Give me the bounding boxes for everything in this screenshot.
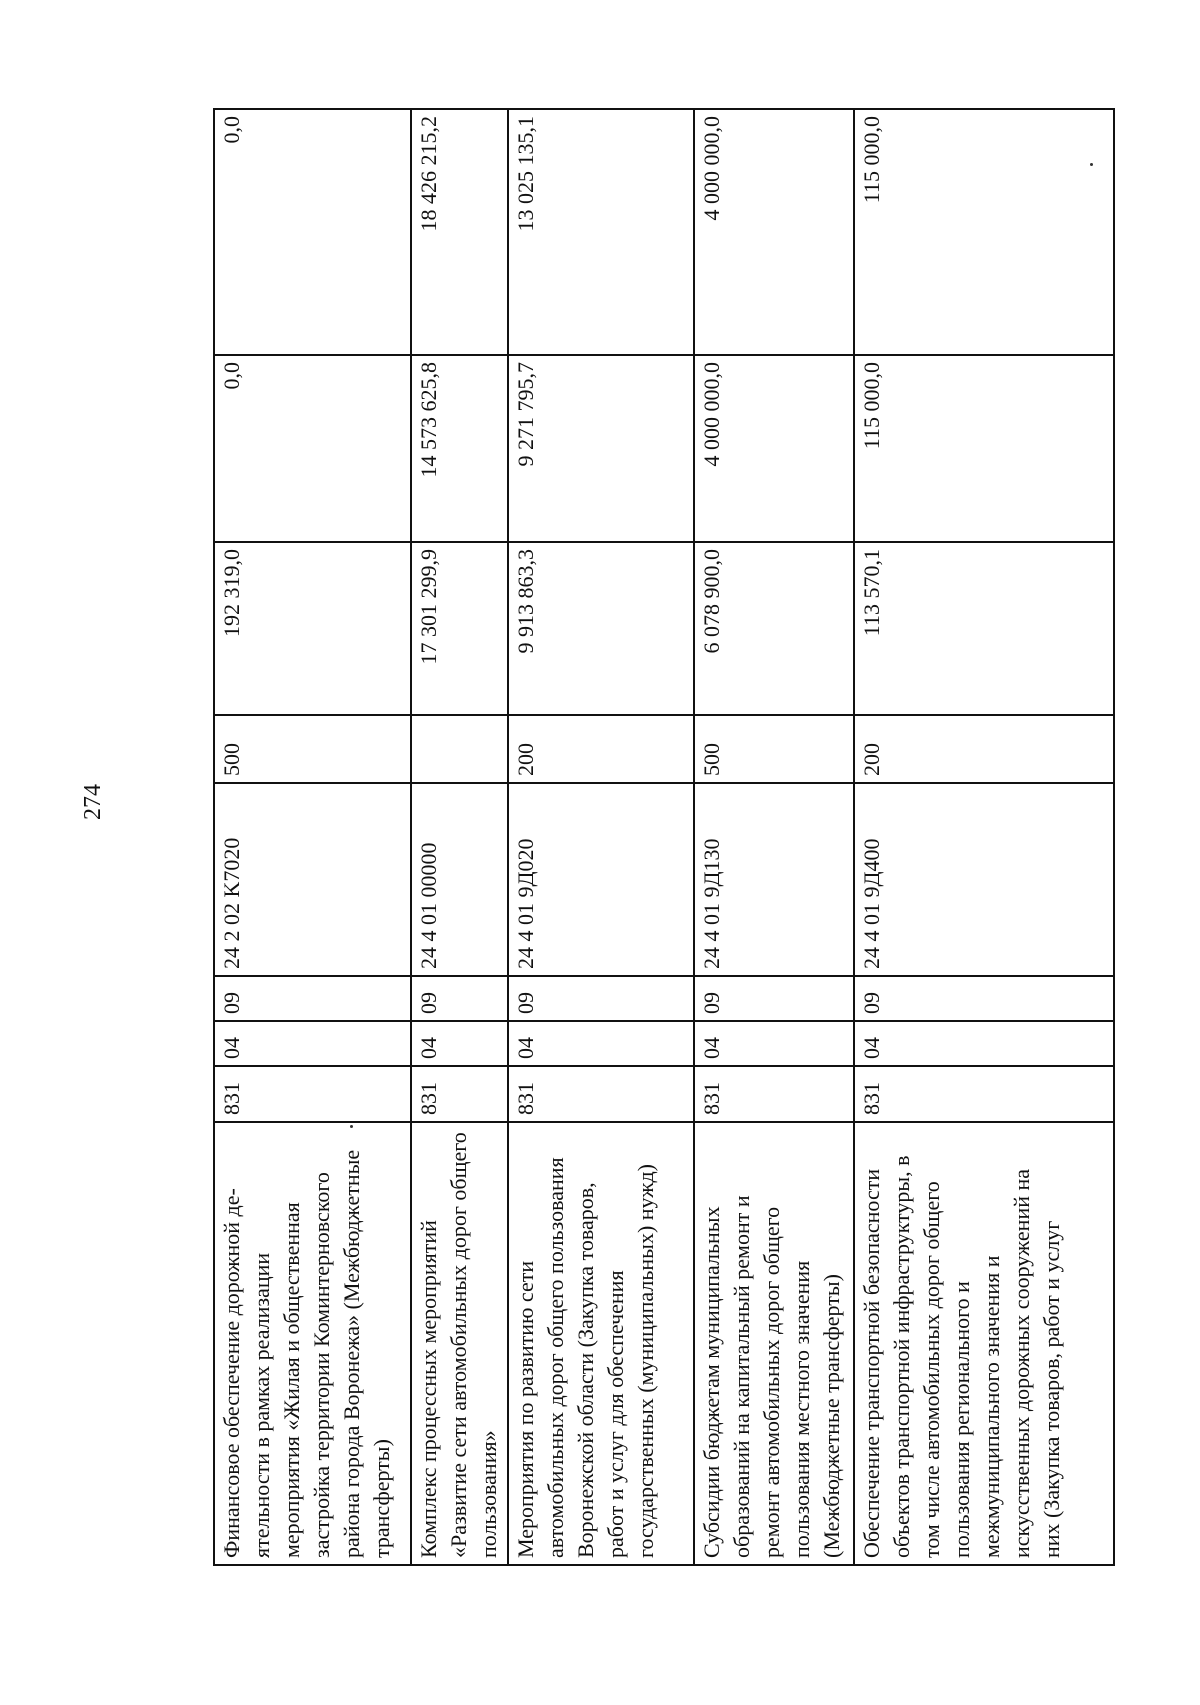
- amount-year-3: 115 000,0: [854, 109, 1114, 355]
- table-row: [411, 109, 508, 1565]
- grbs-code: 831: [854, 1066, 1114, 1122]
- section-code: 04: [214, 1021, 411, 1066]
- amount-year-3: 13 025 135,1: [508, 109, 694, 355]
- table-row: [508, 109, 694, 1565]
- amount-year-2: 9 271 795,7: [508, 355, 694, 542]
- grbs-code: 831: [694, 1066, 854, 1122]
- amount-year-3: 0,0: [214, 109, 411, 355]
- expense-type-code: 200: [508, 715, 694, 783]
- grbs-code: 831: [214, 1066, 411, 1122]
- amount-year-1: 6 078 900,0: [694, 542, 854, 715]
- table-row: [694, 109, 854, 1565]
- budget-table: [213, 108, 1115, 1566]
- target-article-code: 24 2 02 K7020: [214, 783, 411, 976]
- amount-year-2: 0,0: [214, 355, 411, 542]
- amount-year-2: 14 573 625,8: [411, 355, 508, 542]
- expense-type-code: 200: [854, 715, 1114, 783]
- grbs-code: 831: [411, 1066, 508, 1122]
- scan-speck: [350, 1125, 353, 1128]
- expense-type-code: [411, 715, 508, 783]
- row-name: Субсидии бюджетам муниципальных образований на капитальный ремонт и ремонт автомобильных дорог общего пользования местного значения (Межбюджетные трансферты): [694, 1122, 854, 1565]
- amount-year-2: 4 000 000,0: [694, 355, 854, 542]
- section-code: 04: [508, 1021, 694, 1066]
- table-row: [854, 109, 1114, 1565]
- amount-year-1: 113 570,1: [854, 542, 1114, 715]
- section-code: 04: [411, 1021, 508, 1066]
- subsection-code: 09: [854, 976, 1114, 1021]
- subsection-code: 09: [214, 976, 411, 1021]
- subsection-code: 09: [411, 976, 508, 1021]
- amount-year-3: 4 000 000,0: [694, 109, 854, 355]
- grbs-code: 831: [508, 1066, 694, 1122]
- target-article-code: 24 4 01 9Д400: [854, 783, 1114, 976]
- row-name: Мероприятия по развитию сети автомобильных дорог общего пользования Воронежской области (Закупка товаров, работ и услуг для обеспечения государственных (муниципальных) нужд): [508, 1122, 694, 1565]
- target-article-code: 24 4 01 9Д130: [694, 783, 854, 976]
- amount-year-1: 9 913 863,3: [508, 542, 694, 715]
- scan-speck: [1090, 163, 1093, 166]
- subsection-code: 09: [508, 976, 694, 1021]
- target-article-code: 24 4 01 00000: [411, 783, 508, 976]
- amount-year-3: 18 426 215,2: [411, 109, 508, 355]
- row-name: Комплекс процессных мероприятий «Развитие сети автомобильных дорог общего пользования»: [411, 1122, 508, 1565]
- target-article-code: 24 4 01 9Д020: [508, 783, 694, 976]
- expense-type-code: 500: [694, 715, 854, 783]
- expense-type-code: 500: [214, 715, 411, 783]
- amount-year-1: 192 319,0: [214, 542, 411, 715]
- budget-table-rotated: [213, 110, 1113, 1566]
- section-code: 04: [854, 1021, 1114, 1066]
- amount-year-1: 17 301 299,9: [411, 542, 508, 715]
- row-name: Обеспечение транспортной безопасности объектов транспортной инфраструктуры, в том числе автомобильных дорог общего пользования регионального и межмуниципального значения и искусственных дорожных сооружений на них (Закупка товаров, работ и услуг: [854, 1122, 1114, 1565]
- section-code: 04: [694, 1021, 854, 1066]
- page-number: 274: [80, 784, 106, 820]
- amount-year-2: 115 000,0: [854, 355, 1114, 542]
- subsection-code: 09: [694, 976, 854, 1021]
- table-row: [214, 109, 411, 1565]
- row-name: Финансовое обеспечение дорожной де-ятельности в рамках реализации мероприятия «Жилая и общественная застройка территории Коминтерновского района города Воронежа» (Межбюджетные трансферты): [214, 1122, 411, 1565]
